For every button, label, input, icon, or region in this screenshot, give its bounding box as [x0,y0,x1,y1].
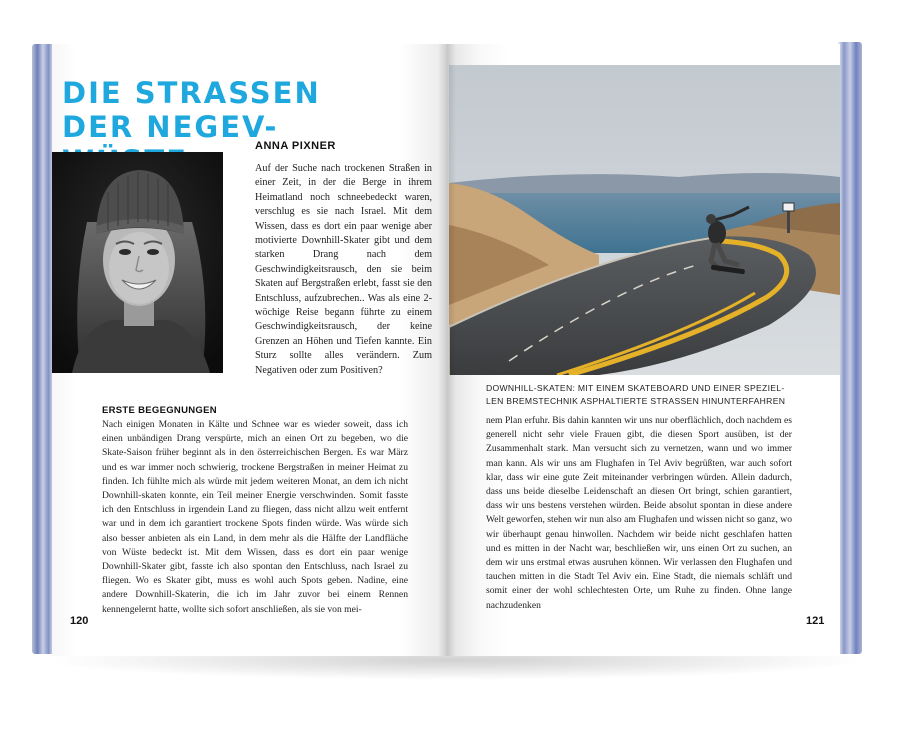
road-image [449,65,840,375]
intro-paragraph: Auf der Suche nach trockenen Straßen in einer Zeit, in der die Berge in ihrem Heimatland noch schneebedeckt waren, verschlug es sie nach Israel. Mit dem Wissen, dass es dort ein paar wenige aber motivierte Downhill-Skater gibt und dem starken Drang nach dem Geschwindigkeitsrausch, den sie beim Skaten auf Bergstraßen erlebt, fasst sie den Entschluss, aufzubrechen.. Was als eine 2-wöchige Reise begann führte zu einem Geschwindigkeitsrausch, der keine Grenzen an Höhen und Tiefen kannte. Ein Sturz sollte alles verändern. Zum Negativen oder zum Positiven? [255,163,432,376]
body-text-left: Nach einigen Monaten in Kälte und Schnee war es wieder soweit, dass ich einen unbändigen Drang verspürte, mich an einen Ort zu begeben, wo die Skate-Saison früher beginnt als in den österreichischen Bergen. Es war März und es war immer noch schwierig, trockene Bergstraßen in meiner Heimat zu finden. Ich fühlte mich als würde mit jedem weiteren Monat, an dem ich nicht Downhill-skaten konnte, ein Teil meiner Energie verschwinden. Somit fasste ich den Entschluss in irgendein Land zu fliegen, dass nicht allzu weit entfernt war und in dem ich garantiert trockene Spots finden würde. Was würde sich also besser anbieten als ein Land, in dem mehr als die Hälfte der Landfläche von Wüste bedeckt ist. Mit dem Wissen, dass es dort ein paar wenige Downhill-Skater gibt, fasste ich also spontan den Entschluss, nach Israel zu fliegen. Wo es Skater gibt, muss es wohl auch Spots geben. Nadine, eine andere Downhill-Skaterin, die ich im Jahr zuvor bei einem Rennen kennengelernt hatte, wollte sich sofort anschließen, als sie von mei- [102,419,408,615]
left-page [52,44,447,656]
book-edge-left [32,44,54,654]
author-name: ANNA PIXNER [255,140,336,152]
title-line: DER NEGEV- [62,110,279,144]
body-text-right: nem Plan erfuhr. Bis dahin kannten wir uns nur oberflächlich, doch nachdem es generell nicht sehr viele Frauen gibt, die diesen Sport ausüben, ist der Zusammenhalt stark. Man versucht sich zu vernetzen, wann und wo immer man kann. Als wir uns am Flughafen in Tel Aviv begrüßten, war auch sofort klar, dass wir eine gute Zeit miteinander verbringen würden. Allein dadurch, dass uns beide dieselbe Leidenschaft an diesen Ort bringt, schien garantiert, dass wir uns bestens verstehen würden. Beide absolut spontan in diese andere Welt geworfen, stehen wir nun also am Flughafen und wissen nicht so ganz, wo wir überhaupt genau hinwollen. Nachdem wir beide nicht geschlafen hatten und es mitten in der Nacht war, beschließen wir, uns einen Ort zu suchen, an dem wir uns erstmal etwas ausruhen können. Wir verlassen den Flughafen und tauchen mitten in die Stadt Tel Aviv ein. Eine Stadt, die niemals schläft und somit einer der wohl schlechtesten Orte, um Ruhe zu finden. Ohne lange nachzudenken [486,415,792,611]
book-gutter [438,44,456,656]
section-heading: ERSTE BEGEGNUNGEN [102,405,217,416]
right-page [447,44,840,656]
skater-photo [449,65,840,375]
caption-line: DOWNHILL-SKATEN: MIT EINEM SKATEBOARD UND EINER SPEZIEL- [486,383,785,393]
photo-caption [486,382,796,407]
caption-line: LEN BREMSTECHNIK ASPHALTIERTE STRASSEN HINUNTERFAHREN [486,395,786,406]
title-line: DIE STRASSEN [62,76,321,110]
book-edge-right [838,42,862,654]
page-number-left: 120 [70,615,89,627]
portrait-image [52,152,223,373]
author-portrait [52,152,223,373]
page-number-right: 121 [806,615,825,627]
